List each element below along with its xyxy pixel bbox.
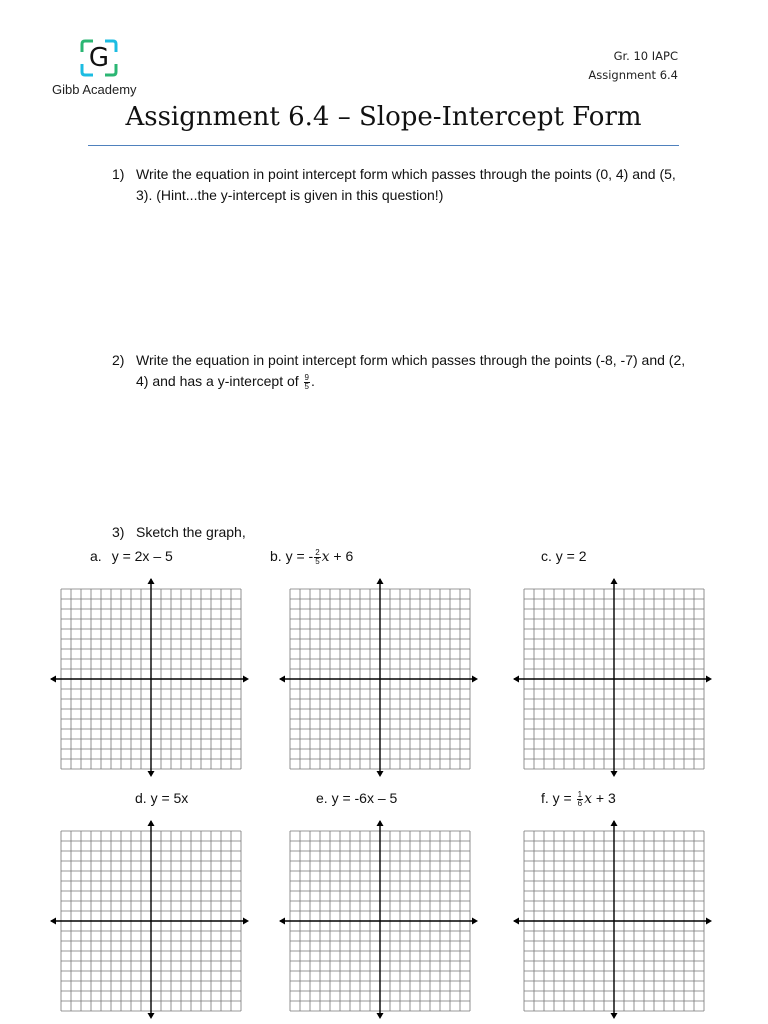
question-3 — [112, 522, 692, 543]
graph-label-e — [316, 790, 397, 806]
x-axis-right-arrow-icon — [706, 676, 712, 683]
x-axis-left-arrow-icon — [513, 918, 519, 925]
grade-label: Gr. 10 IAPC — [613, 49, 678, 63]
y-axis-down-arrow-icon — [148, 771, 155, 777]
fraction-denominator: 5 — [304, 381, 309, 391]
x-axis-right-arrow-icon — [243, 918, 249, 925]
graph-label-c — [541, 548, 587, 564]
coordinate-grid-d[interactable] — [50, 820, 250, 1020]
x-axis-right-arrow-icon — [472, 676, 478, 683]
graph-equation-start: f. y = — [541, 790, 576, 806]
page-title: Assignment 6.4 – Slope-Intercept Form — [125, 102, 642, 132]
x-axis-right-arrow-icon — [243, 676, 249, 683]
x-axis-left-arrow-icon — [279, 676, 285, 683]
x-axis-left-arrow-icon — [50, 918, 56, 925]
y-intercept-fraction — [304, 374, 310, 391]
graph-equation: e. y = -6x – 5 — [316, 790, 398, 806]
y-axis-up-arrow-icon — [377, 820, 384, 826]
y-axis-up-arrow-icon — [611, 578, 618, 584]
coordinate-grid-a[interactable] — [50, 578, 250, 778]
graph-equation: d. y = 5x — [135, 790, 189, 806]
graph-label-b — [270, 548, 353, 566]
graph-variable: x — [321, 549, 330, 565]
question-suffix: . — [311, 373, 315, 389]
fraction-numerator: 9 — [304, 372, 309, 382]
slope-fraction — [577, 791, 583, 808]
x-axis-left-arrow-icon — [279, 918, 285, 925]
logo-letter: G — [88, 43, 110, 73]
y-axis-down-arrow-icon — [377, 1013, 384, 1019]
graph-equation-start: b. y = - — [270, 548, 314, 564]
graph-letter: a. — [90, 548, 102, 564]
question-text: Write the equation in point intercept form which passes through the points (0, 4) and (5, 3). (Hint...the y-intercept is given in this question!) — [136, 166, 676, 203]
school-name: Gibb Academy — [52, 82, 137, 97]
x-axis-left-arrow-icon — [50, 676, 56, 683]
coordinate-grid-b[interactable] — [279, 578, 479, 778]
assignment-label: Assignment 6.4 — [588, 68, 678, 82]
question-number: 3) — [112, 524, 125, 540]
graph-equation: c. y = 2 — [541, 548, 587, 564]
graph-label-d — [135, 790, 188, 806]
coordinate-grid-c[interactable] — [513, 578, 713, 778]
question-text: Sketch the graph, — [136, 524, 246, 540]
question-text: Write the equation in point intercept form which passes through the points (-8, -7) and (2, 4) and has a y-intercept of — [136, 352, 686, 389]
question-2 — [112, 350, 692, 392]
x-axis-right-arrow-icon — [706, 918, 712, 925]
graph-variable: x — [584, 791, 592, 807]
y-axis-up-arrow-icon — [377, 578, 384, 584]
y-axis-down-arrow-icon — [148, 1013, 155, 1019]
graph-equation-end: + 3 — [591, 790, 616, 806]
slope-fraction — [314, 549, 320, 566]
graph-equation-end: + 6 — [329, 548, 354, 564]
school-logo — [52, 36, 152, 100]
fraction-numerator: 2 — [315, 547, 320, 557]
y-axis-down-arrow-icon — [377, 771, 384, 777]
y-axis-down-arrow-icon — [611, 771, 618, 777]
fraction-denominator: 5 — [315, 556, 320, 566]
graph-label-a — [90, 548, 173, 564]
x-axis-right-arrow-icon — [472, 918, 478, 925]
coordinate-grid-e[interactable] — [279, 820, 479, 1020]
y-axis-down-arrow-icon — [611, 1013, 618, 1019]
graph-label-f — [541, 790, 616, 808]
x-axis-left-arrow-icon — [513, 676, 519, 683]
y-axis-up-arrow-icon — [148, 578, 155, 584]
question-number: 2) — [112, 352, 125, 368]
fraction-denominator: 6 — [577, 798, 583, 808]
question-text-wrap — [136, 350, 692, 392]
question-1 — [112, 164, 692, 206]
y-axis-up-arrow-icon — [148, 820, 155, 826]
coordinate-grid-f[interactable] — [513, 820, 713, 1020]
question-number: 1) — [112, 166, 125, 182]
header-info — [588, 47, 678, 85]
fraction-numerator: 1 — [577, 789, 583, 799]
title-divider — [88, 145, 679, 146]
y-axis-up-arrow-icon — [611, 820, 618, 826]
graph-equation: y = 2x – 5 — [111, 548, 173, 564]
